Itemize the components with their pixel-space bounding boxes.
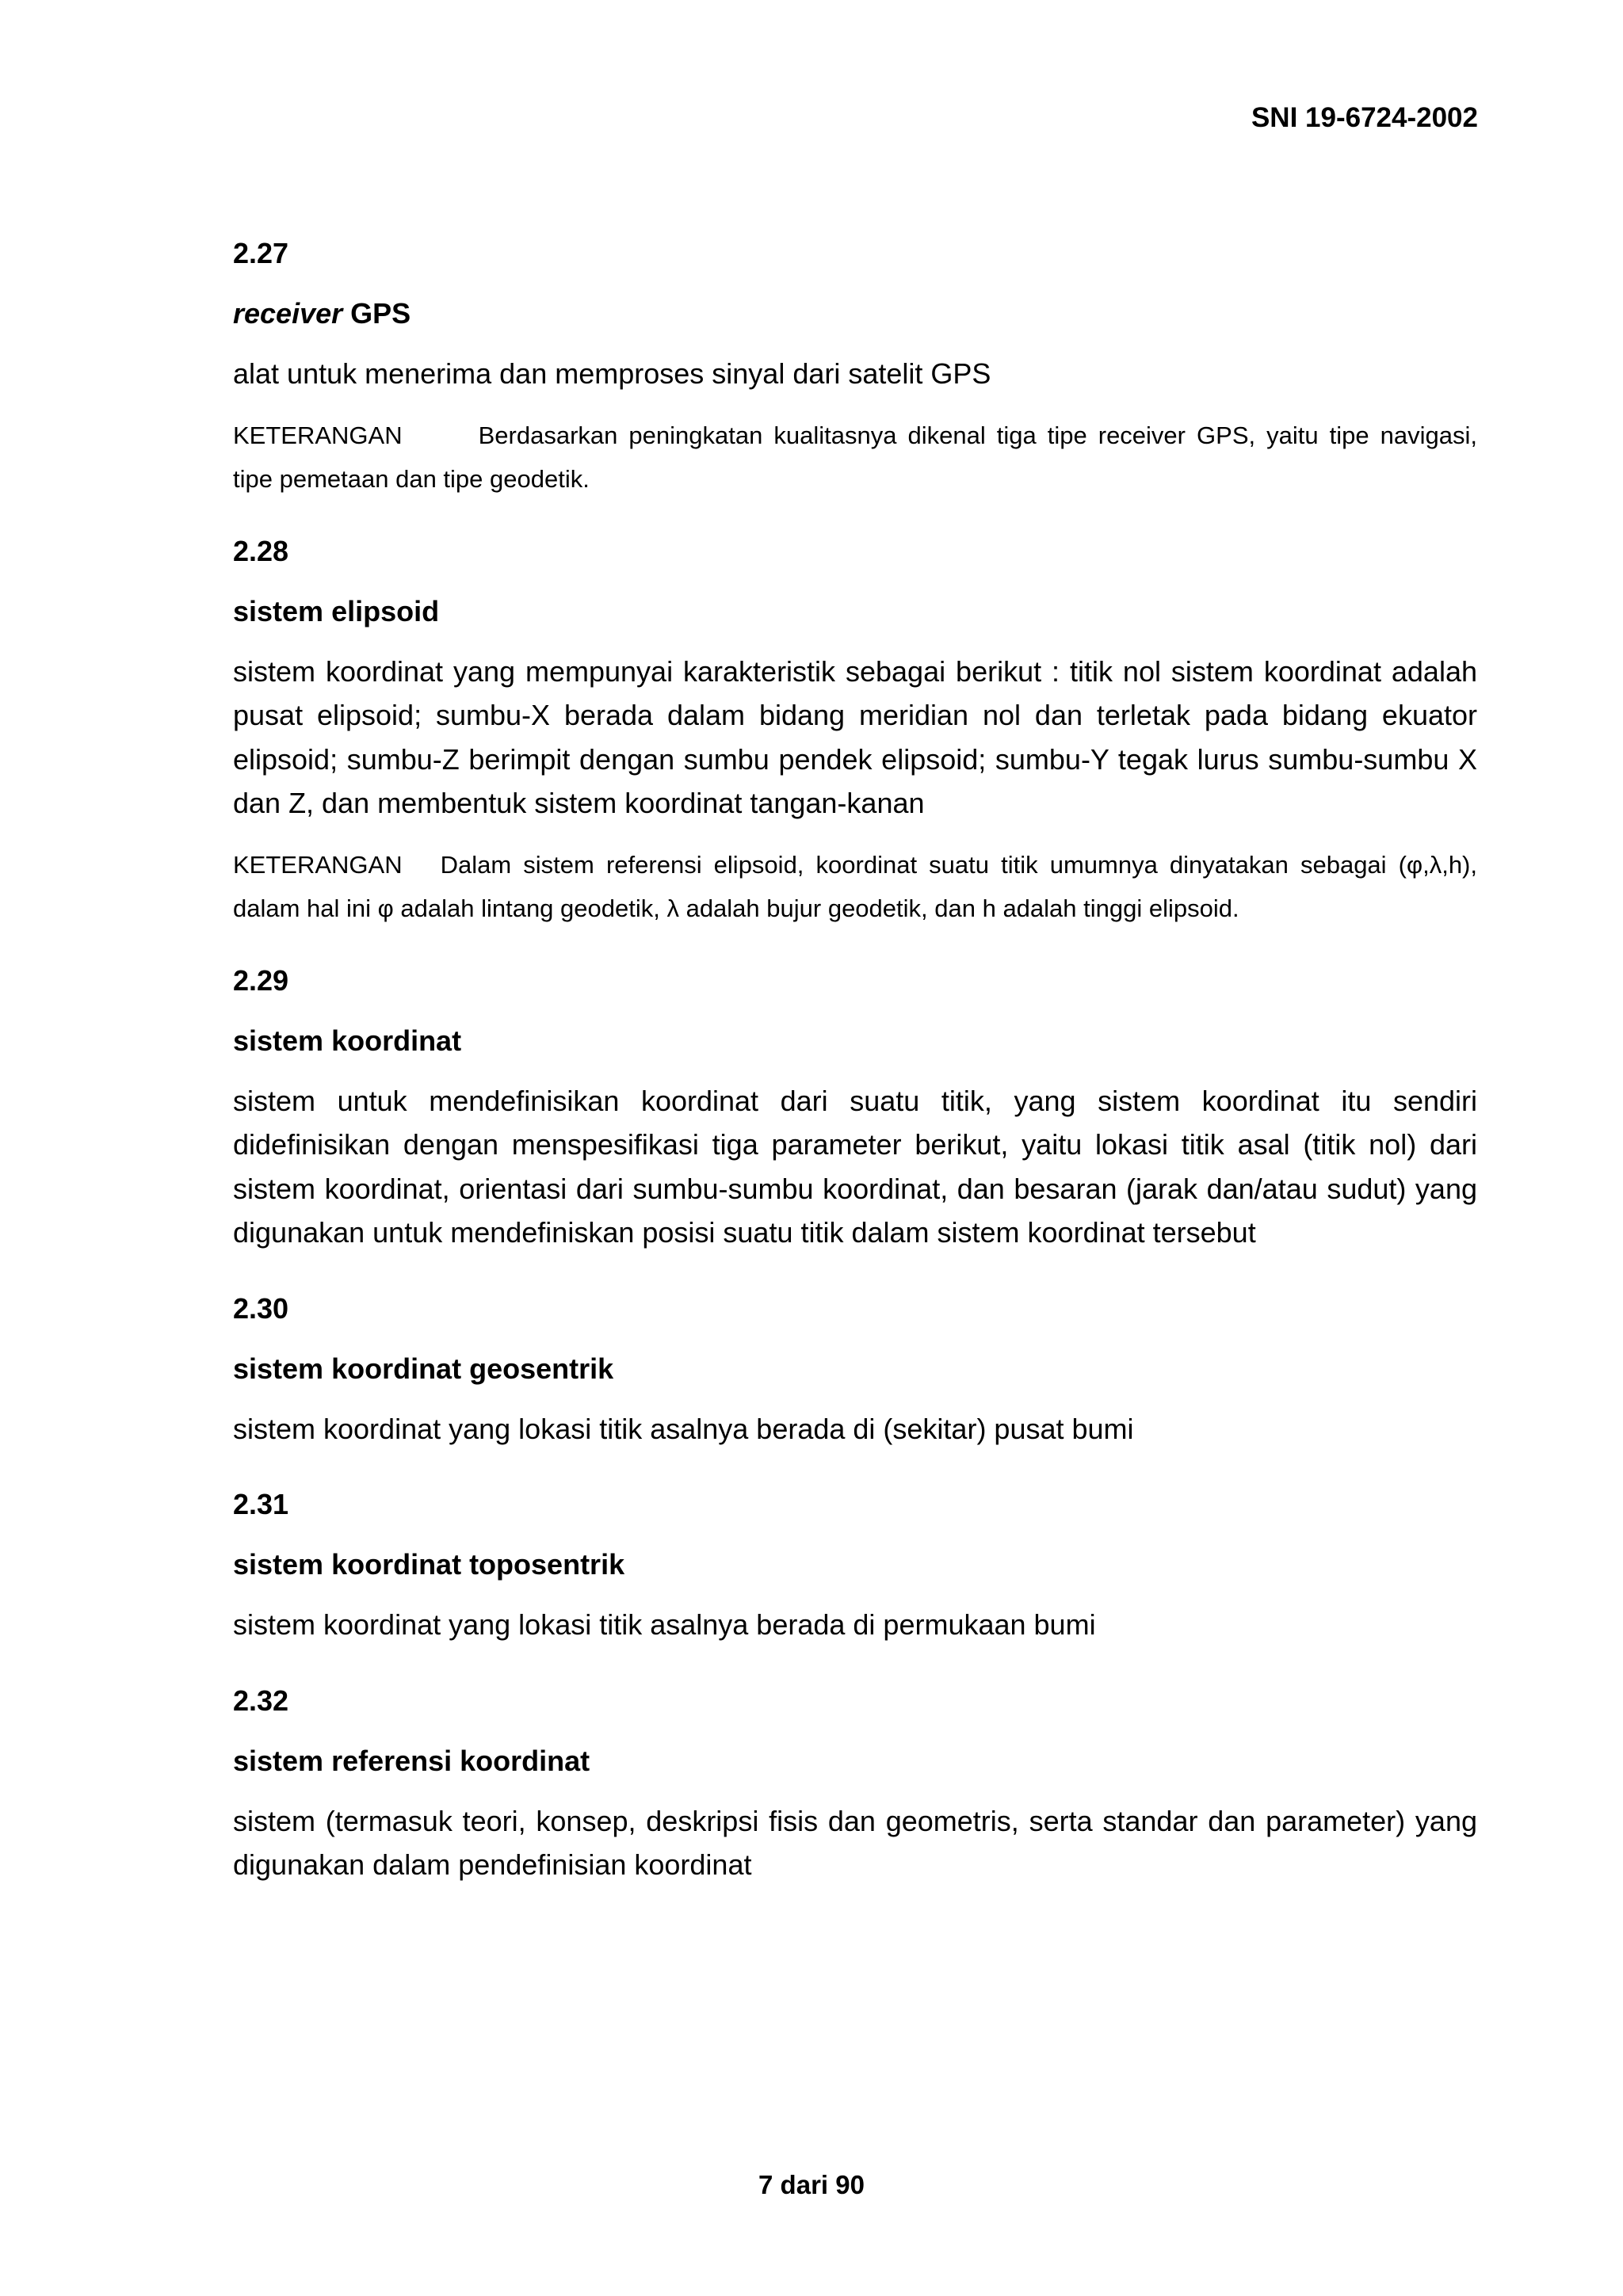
entry-term (233, 296, 1477, 331)
entry-2-28 (233, 534, 1477, 930)
note-text: Dalam sistem referensi elipsoid, koordinat suatu titik umumnya dinyatakan sebagai (φ,λ,h), dalam hal ini φ adalah lintang geodetik, λ adalah bujur geodetik, dan h adalah tinggi elipsoid. (233, 850, 1477, 922)
entry-number: 2.28 (233, 534, 289, 567)
entry-definition: sistem koordinat yang lokasi titik asalnya berada di (sekitar) pusat bumi (233, 1412, 1134, 1445)
entry-number: 2.31 (233, 1488, 289, 1520)
entry-note (233, 843, 1477, 930)
entry-2-31 (233, 1487, 1477, 1647)
note-label: KETERANGAN (233, 421, 403, 449)
entry-2-29 (233, 963, 1477, 1255)
entry-note (233, 414, 1477, 501)
entry-number: 2.30 (233, 1291, 289, 1325)
entry-term-rest: GPS (342, 297, 411, 330)
entry-term: sistem koordinat geosentrik (233, 1352, 614, 1385)
document-code: SNI 19-6724-2002 (1251, 102, 1478, 133)
entry-number: 2.32 (233, 1684, 289, 1717)
entry-2-32 (233, 1684, 1477, 1887)
note-text: Berdasarkan peningkatan kualitasnya dikenal tiga tipe receiver GPS, yaitu tipe navigasi, tipe pemetaan dan tipe geodetik. (233, 421, 1477, 493)
document-body (233, 236, 1477, 1887)
entry-definition: sistem koordinat yang lokasi titik asalnya berada di permukaan bumi (233, 1608, 1096, 1641)
entry-term-italic: receiver (233, 297, 343, 330)
entry-number: 2.27 (233, 237, 289, 269)
entry-definition: alat untuk menerima dan memproses sinyal dari satelit GPS (233, 357, 991, 390)
entry-number: 2.29 (233, 963, 289, 997)
entry-definition: sistem koordinat yang mempunyai karakteristik sebagai berikut : titik nol sistem koordinat adalah pusat elipsoid; sumbu-X berada dalam bidang meridian nol dan terletak pada bidang ekuator elipsoid; sumbu-Z berimpit dengan sumbu pendek elipsoid; sumbu-Y tegak lurus sumbu-sumbu X dan Z, dan membentuk sistem koordinat tangan-kanan (233, 654, 1477, 819)
entry-term: sistem koordinat toposentrik (233, 1548, 625, 1581)
entry-term: sistem referensi koordinat (233, 1744, 590, 1777)
entry-term: sistem koordinat (233, 1024, 462, 1057)
entry-term: sistem elipsoid (233, 594, 440, 627)
entry-2-30 (233, 1291, 1477, 1451)
entry-2-27 (233, 236, 1477, 501)
note-label: KETERANGAN (233, 850, 403, 879)
page-number: 7 dari 90 (758, 2170, 865, 2199)
entry-definition: sistem (termasuk teori, konsep, deskripsi fisis dan geometris, serta standar dan parameter) yang digunakan dalam pendefinisian koordinat (233, 1804, 1477, 1881)
entry-definition: sistem untuk mendefinisikan koordinat dari suatu titik, yang sistem koordinat itu sendiri didefinisikan dengan menspesifikasi tiga parameter berikut, yaitu lokasi titik asal (titik nol) dari sistem koordinat, orientasi dari sumbu-sumbu koordinat, dan besaran (jarak dan/atau sudut) yang digunakan untuk mendefiniskan posisi suatu titik dalam sistem koordinat tersebut (233, 1084, 1477, 1249)
